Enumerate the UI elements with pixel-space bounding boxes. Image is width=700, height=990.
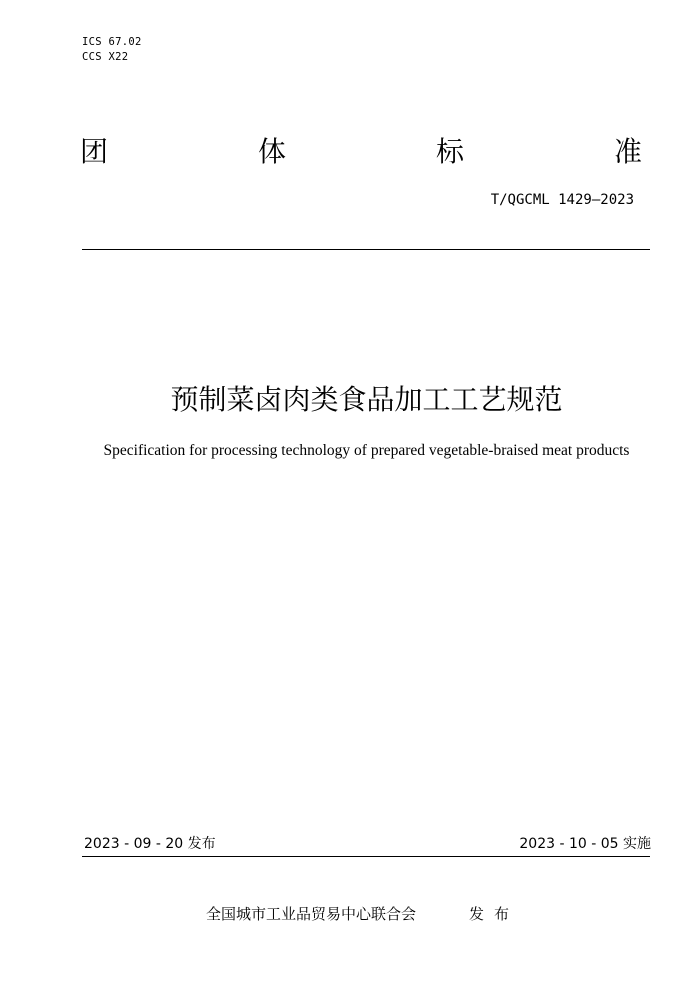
standard-type-heading (80, 132, 646, 172)
publisher-name: 全国城市工业品贸易中心联合会 (206, 905, 417, 923)
standard-type-char-4: 准 (614, 135, 643, 168)
ccs-code: CCS X22 (82, 51, 129, 63)
standard-type-char-2: 体 (258, 135, 287, 168)
standard-type-char-3: 标 (436, 135, 465, 168)
title-chinese: 预制菜卤肉类食品加工工艺规范 (170, 383, 563, 416)
implementation-date: 2023 - 10 - 05 实施 (519, 836, 651, 852)
title-english: Specification for processing technology of prepared vegetable-braised meat products (103, 442, 630, 459)
publish-action: 发布 (469, 905, 520, 923)
footer-divider (82, 856, 650, 857)
header-divider (82, 249, 650, 250)
classification-codes (82, 35, 142, 65)
standard-number: T/QGCML 1429—2023 (490, 192, 634, 208)
ics-code: ICS 67.02 (82, 36, 142, 48)
issue-date: 2023 - 09 - 20 发布 (84, 836, 216, 852)
standard-type-char-1: 团 (80, 135, 109, 168)
